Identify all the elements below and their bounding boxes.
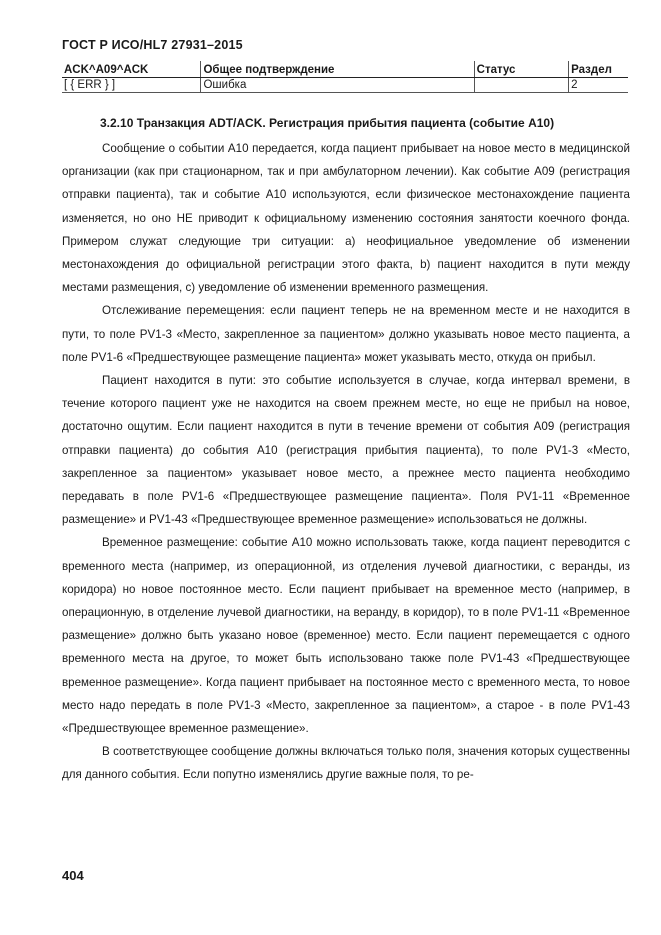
table-header-row xyxy=(62,61,628,78)
document-standard-id: ГОСТ Р ИСО/HL7 27931–2015 xyxy=(62,38,243,52)
paragraph: Временное размещение: событие A10 можно использовать также, когда пациент переводится с временного места (например, из операционной, из отделения лучевой диагностики, с веранды, из коридора) но новое постоянное место. Если пациент прибывает на временное место (например, в операционную, в отделение лучевой диагностики, на веранду, в коридор), то в поле PV1-11 «Временное размещение» должно быть указано новое (временное) место. Если пациент перемещается с одного временного места на другое, то может быть использовано также поле PV1-43 «Предшествующее временное размещение». Когда пациент прибывает на постоянное место с временного места, то новое место надо передать в поле PV1-3 «Место, закрепленное за пациентом», а старое - в поле PV1-43 «Предшествующее временное размещение». xyxy=(62,536,630,736)
paragraph: Пациент находится в пути: это событие используется в случае, когда интервал времени, в течение которого пациент уже не находится на своем прежнем месте, но еще не прибыл на новое, достаточно ощутим. Если пациент находится в пути в течение времени от события A09 (регистрация отправки пациента) до события A10 (регистрация прибытия пациента), то поле PV1-3 «Место, закрепленное за пациентом» указывает новое место, а прежнее место пациента необходимо передавать в поле PV1-6 «Предшествующее размещение пациента». Поля PV1-11 «Временное размещение» и PV1-43 «Предшествующее временное размещение» использоваться не должны. xyxy=(62,374,630,527)
section-heading: 3.2.10 Транзакция ADT/ACK. Регистрация прибытия пациента (событие A10) xyxy=(100,116,555,130)
paragraph: В соответствующее сообщение должны включаться только поля, значения которых существенны для данного события. Если попутно изменялись другие важные поля, то ре- xyxy=(62,745,630,782)
paragraph: Сообщение о событии A10 передается, когда пациент прибывает на новое место в медицинской организации (как при стационарном, так и при амбулаторном лечении). Как событие A09 (регистрация отправки пациента), так и событие A10 используются, если физическое местонахождение пациента изменяется, но оно НЕ приводит к официальному изменению состояния занятости коечного фонда. Примером служат следующие три ситуации: а) неофициальное уведомление об изменении местонахождения до официальной регистрации этого факта, b) пациент находится в пути между местами размещения, с) уведомление об изменении временного размещения. xyxy=(62,142,630,295)
table-row xyxy=(62,78,628,93)
column-header-message: ACK^A09^ACK xyxy=(62,61,201,78)
page-number: 404 xyxy=(62,868,84,883)
column-header-section: Раздел xyxy=(569,61,628,78)
body-text xyxy=(62,137,630,787)
column-header-description: Общее подтверждение xyxy=(201,61,474,78)
paragraph: Отслеживание перемещения: если пациент теперь не на временном месте и не находится в пути, то поле PV1-3 «Место, закрепленное за пациентом» должно указывать новое место пациента, а поле PV1-6 «Предшествующее размещение пациента» может указывать место, откуда он прибыл. xyxy=(62,304,630,364)
table-cell-segment: [ { ERR } ] xyxy=(62,78,201,93)
column-header-status: Статус xyxy=(474,61,568,78)
table-cell-description: Ошибка xyxy=(201,78,474,93)
table-cell-status xyxy=(474,78,568,93)
message-segment-table xyxy=(62,61,628,93)
table-cell-section: 2 xyxy=(569,78,628,93)
